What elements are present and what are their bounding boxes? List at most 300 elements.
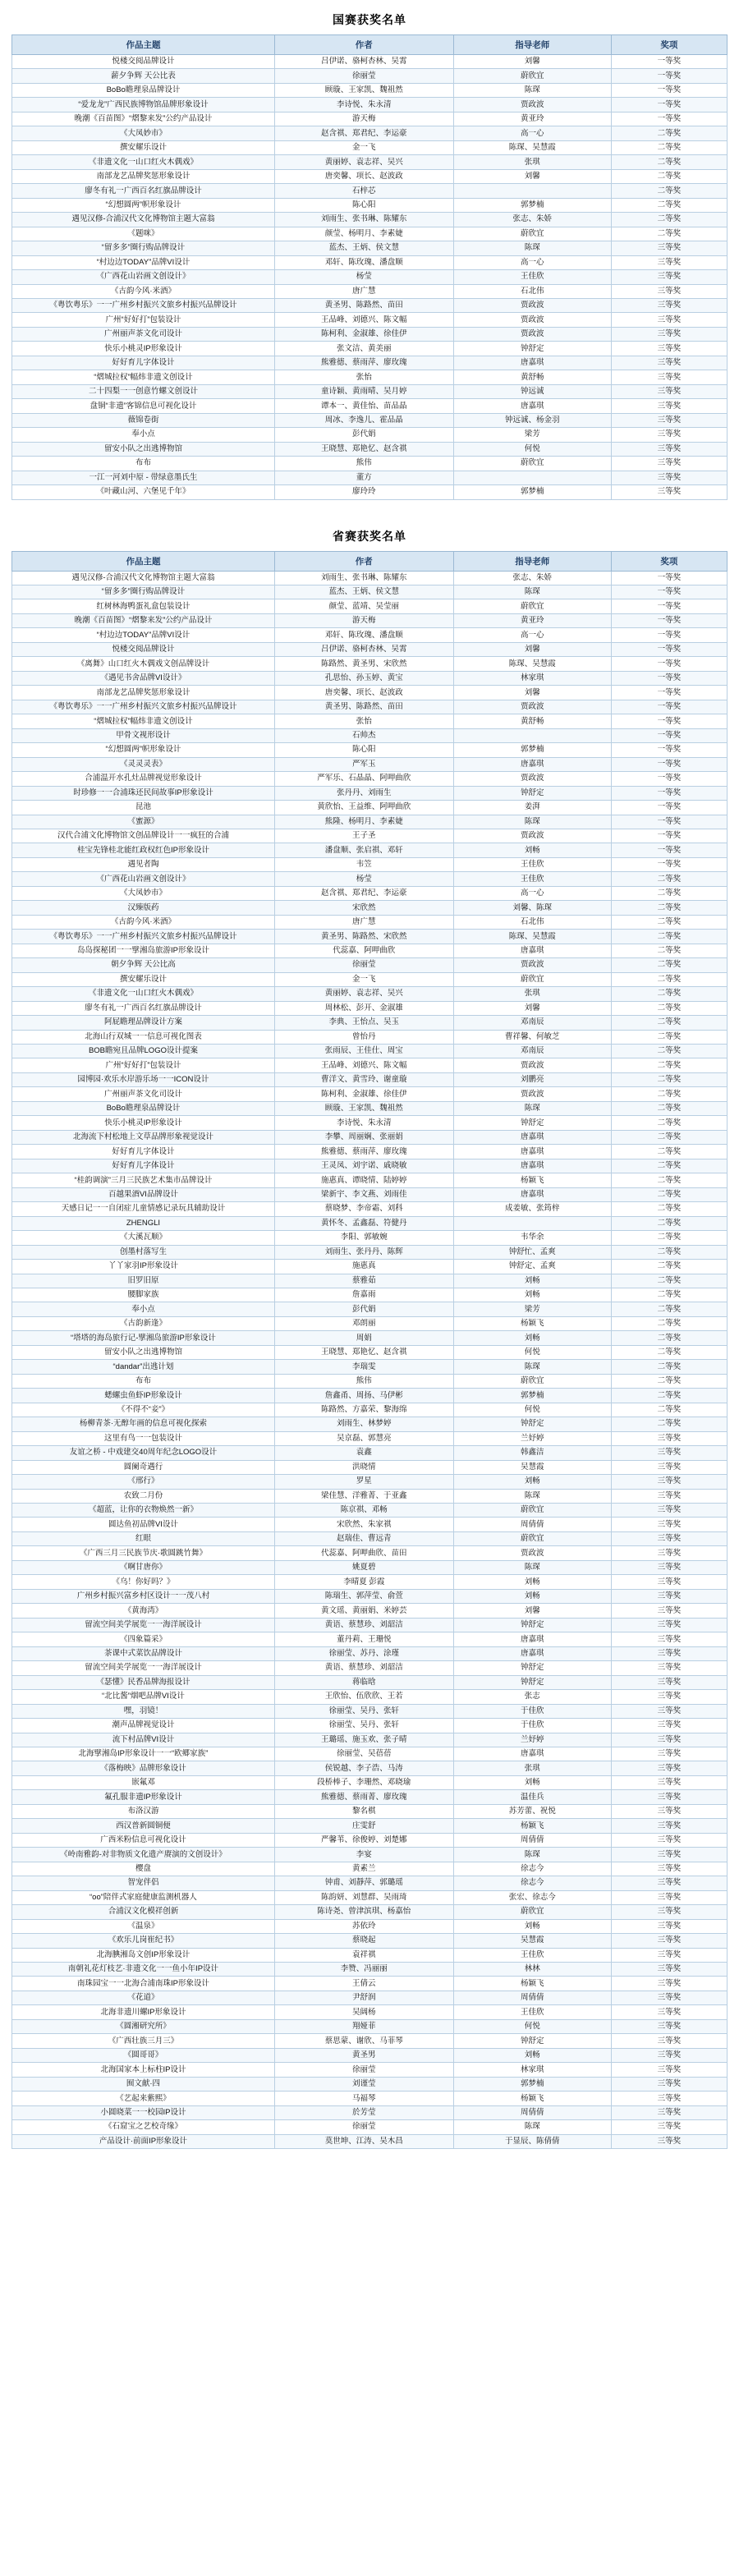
cell-teacher: 郭梦楠 (453, 1389, 611, 1403)
cell-award: 二等奖 (611, 1045, 727, 1058)
cell-teacher: 刘畅 (453, 843, 611, 857)
cell-title: 创墨村落写生 (12, 1245, 275, 1259)
cell-award: 二等奖 (611, 155, 727, 169)
cell-award: 一等奖 (611, 843, 727, 857)
cell-award: 二等奖 (611, 930, 727, 944)
provincial-award-section (0, 517, 739, 2158)
cell-title: 好好育儿字体设计 (12, 1159, 275, 1173)
cell-title: 布洛汉游 (12, 1804, 275, 1818)
table-row (12, 1646, 728, 1660)
cell-teacher: 刘馨 (453, 686, 611, 700)
cell-title: 《超蓝，让你的衣物焕然一新》 (12, 1504, 275, 1518)
column-header-teacher: 指导老师 (453, 551, 611, 571)
cell-teacher: 蔚欣宜 (453, 1374, 611, 1388)
cell-author: 袁祥祺 (274, 1948, 453, 1962)
table-row (12, 471, 728, 484)
table-row (12, 1489, 728, 1503)
cell-award: 三等奖 (611, 1489, 727, 1503)
cell-teacher: 刘畅 (453, 1288, 611, 1302)
cell-title: 桂宝先锋桂北能红政权红色IP形象设计 (12, 843, 275, 857)
table-row (12, 457, 728, 471)
cell-teacher: 杨颖飞 (453, 2092, 611, 2105)
cell-title: 《大凤妙市》 (12, 126, 275, 140)
cell-teacher: 刘馨 (453, 55, 611, 69)
cell-title: 《非遗文化一山口红火木偶戏》 (12, 155, 275, 169)
cell-award: 三等奖 (611, 1589, 727, 1603)
cell-teacher: 韩鑫洁 (453, 1446, 611, 1460)
cell-award: 二等奖 (611, 1101, 727, 1115)
cell-title: 这里有鸟一一包装设计 (12, 1431, 275, 1445)
table-row (12, 628, 728, 642)
table-row (12, 1819, 728, 1833)
cell-title: “熠城拉权”幅炜非遗文创设计 (12, 714, 275, 728)
cell-author: 赵含祺、郑君纪、李运豪 (274, 126, 453, 140)
cell-teacher: 贾政波 (453, 700, 611, 714)
cell-award: 三等奖 (611, 270, 727, 284)
cell-author: 洪晓情 (274, 1460, 453, 1474)
cell-award: 三等奖 (611, 1977, 727, 1991)
cell-title: 圆达鱼初品牌VI设计 (12, 1518, 275, 1531)
cell-teacher: 蔚欣宜 (453, 69, 611, 83)
cell-award: 二等奖 (611, 1403, 727, 1417)
cell-title: 《艺起来紫熙》 (12, 2092, 275, 2105)
cell-teacher: 唐嘉琪 (453, 1187, 611, 1201)
cell-title: 盘铜“非遗”客锦信息可视化设计 (12, 399, 275, 413)
cell-award: 三等奖 (611, 442, 727, 456)
cell-author: 黄丽婷、袁志祥、吴兴 (274, 987, 453, 1001)
cell-award: 三等奖 (611, 1890, 727, 1904)
cell-award: 二等奖 (611, 1058, 727, 1072)
table-row (12, 1187, 728, 1201)
cell-award: 三等奖 (611, 313, 727, 327)
table-row (12, 342, 728, 356)
table-row (12, 126, 728, 140)
cell-title: 廖冬有礼一广西百名红旗品牌设计 (12, 1001, 275, 1015)
cell-title: 《瑟懂》民香品牌海报设计 (12, 1675, 275, 1689)
table-row (12, 69, 728, 83)
cell-award: 三等奖 (611, 471, 727, 484)
table-row (12, 1460, 728, 1474)
cell-author: 蒋临晗 (274, 1675, 453, 1689)
cell-teacher: 周倩倩 (453, 1991, 611, 2004)
cell-author: 黄圣男 (274, 2048, 453, 2062)
cell-author: 詹嘉雨 (274, 1288, 453, 1302)
cell-teacher: 邓南辰 (453, 1016, 611, 1030)
table-row (12, 1733, 728, 1747)
cell-teacher: 兰妤婷 (453, 1431, 611, 1445)
cell-title: 西汉普新圆铜便 (12, 1819, 275, 1833)
cell-award: 三等奖 (611, 1661, 727, 1675)
cell-award: 三等奖 (611, 1431, 727, 1445)
cell-title: 樱盘 (12, 1862, 275, 1876)
cell-teacher: 何悦 (453, 442, 611, 456)
cell-title: 薪夕争辉 天公比表 (12, 69, 275, 83)
cell-award: 三等奖 (611, 1991, 727, 2004)
cell-title: 《温泉》 (12, 1919, 275, 1933)
cell-author: 王子圣 (274, 829, 453, 843)
cell-author: 石梓芯 (274, 184, 453, 198)
table-row (12, 801, 728, 815)
cell-title: “留多多”圈行购品牌设计 (12, 585, 275, 599)
cell-author: 尹舒润 (274, 1991, 453, 2004)
cell-award: 二等奖 (611, 1374, 727, 1388)
cell-author: 钟甫、刘靜萍、郭璐瑶 (274, 1876, 453, 1890)
table-row (12, 1876, 728, 1890)
cell-author: 李典、王怡点、吴玉 (274, 1016, 453, 1030)
cell-award: 三等奖 (611, 1934, 727, 1948)
table-row (12, 757, 728, 771)
cell-author: 陈诗尧、曾津滨琪、杨嘉怡 (274, 1905, 453, 1919)
cell-author: 翔娅菲 (274, 2019, 453, 2033)
cell-title: 时珍修一一合浦珠还民间故事IP形象设计 (12, 786, 275, 800)
cell-title: 《啊甘唐你》 (12, 1560, 275, 1574)
cell-author: 王灵凤、刘宇诺、戚晓敏 (274, 1159, 453, 1173)
cell-award: 三等奖 (611, 1876, 727, 1890)
cell-author: 顾璇、王家凯、魏祖然 (274, 1101, 453, 1115)
cell-teacher: 蔚欣宜 (453, 972, 611, 986)
cell-award: 二等奖 (611, 1302, 727, 1316)
cell-author: 徐丽莹 (274, 2120, 453, 2134)
column-header-author: 作者 (274, 35, 453, 55)
cell-award: 三等奖 (611, 327, 727, 341)
cell-author: 赵瑞佳、曹远青 (274, 1531, 453, 1545)
cell-title: 汉代合浦文化博物馆文创品牌设计一一疯狂的合浦 (12, 829, 275, 843)
cell-author: 袁鑫 (274, 1446, 453, 1460)
cell-award: 一等奖 (611, 585, 727, 599)
cell-title: 北海擘湘岛IP形象设计一一“欧郷家族” (12, 1747, 275, 1761)
cell-award: 三等奖 (611, 1747, 727, 1761)
cell-award: 三等奖 (611, 1632, 727, 1646)
cell-award: 三等奖 (611, 370, 727, 384)
cell-title: 快乐小桃灵IP形象设计 (12, 1116, 275, 1130)
cell-author: 蔡思蒙、谢欣、马菲琴 (274, 2034, 453, 2048)
cell-award: 三等奖 (611, 1446, 727, 1460)
cell-title: 《古韵今风·米酒》 (12, 284, 275, 298)
cell-teacher: 陈琛、吴慧霞 (453, 657, 611, 671)
cell-award: 二等奖 (611, 1116, 727, 1130)
table-row (12, 1431, 728, 1445)
table-row (12, 413, 728, 427)
cell-title: 《题咪》 (12, 227, 275, 241)
cell-award: 三等奖 (611, 1546, 727, 1560)
cell-title: “村边边TODAY”品牌VI设计 (12, 628, 275, 642)
table-row (12, 198, 728, 212)
table-row (12, 1862, 728, 1876)
table-row (12, 1030, 728, 1044)
cell-author: 杨莹 (274, 872, 453, 886)
cell-author: 刘雨生、张书琳、陈耀东 (274, 213, 453, 227)
cell-award: 三等奖 (611, 1905, 727, 1919)
cell-award: 三等奖 (611, 1675, 727, 1689)
table-row (12, 1531, 728, 1545)
cell-teacher: 陈琛 (453, 815, 611, 829)
cell-teacher: 刘馨 (453, 1604, 611, 1618)
cell-award: 三等奖 (611, 255, 727, 269)
cell-teacher: 周倩倩 (453, 1518, 611, 1531)
cell-title: 北海非遗川螺IP形象设计 (12, 2005, 275, 2019)
cell-title: 遇见汉修-合浦汉代文化博物馆主题大富翁 (12, 213, 275, 227)
cell-teacher: 陈琛 (453, 241, 611, 255)
cell-title: 广西米粉信息可视化设计 (12, 1833, 275, 1847)
cell-title: 《岭南雅韵-对非物质文化遗产赓演的文创设计》 (12, 1848, 275, 1862)
table-row (12, 1632, 728, 1646)
cell-author: 石帅杰 (274, 728, 453, 742)
table-row (12, 140, 728, 154)
cell-author: 李赞、冯丽丽 (274, 1963, 453, 1977)
cell-teacher: 贾政波 (453, 829, 611, 843)
cell-author: 游天梅 (274, 613, 453, 627)
cell-teacher: 钟舒定 (453, 1618, 611, 1632)
cell-award: 三等奖 (611, 356, 727, 370)
cell-teacher: 唐嘉琪 (453, 757, 611, 771)
cell-award: 三等奖 (611, 1862, 727, 1876)
cell-author: 李诗悦、朱永清 (274, 98, 453, 112)
cell-teacher: 张琪 (453, 1761, 611, 1775)
cell-title: 《四象篇采》 (12, 1632, 275, 1646)
cell-title: 汉臻版药 (12, 901, 275, 915)
table-row (12, 2048, 728, 2062)
table-row (12, 1374, 728, 1388)
cell-award: 二等奖 (611, 1260, 727, 1274)
cell-author: 张丹丹、刘雨生 (274, 786, 453, 800)
cell-award: 一等奖 (611, 55, 727, 69)
table-row (12, 728, 728, 742)
table-row (12, 714, 728, 728)
cell-award: 一等奖 (611, 714, 727, 728)
table-row (12, 1403, 728, 1417)
cell-teacher: 唐嘉琪 (453, 399, 611, 413)
table-row (12, 1016, 728, 1030)
cell-teacher: 梁芳 (453, 428, 611, 442)
cell-author: 陈路然、黄圣男、宋欣然 (274, 657, 453, 671)
cell-award: 二等奖 (611, 227, 727, 241)
cell-award: 一等奖 (611, 686, 727, 700)
cell-title: 《叶藏山河、六堡见千年》 (12, 485, 275, 499)
cell-title: 小圆晓菜一一校园IP设计 (12, 2105, 275, 2119)
cell-author: 廖玲玲 (274, 485, 453, 499)
table-row (12, 1719, 728, 1733)
cell-title: 广州“好好打”包装设计 (12, 313, 275, 327)
cell-title: 茶课中式菜饮品牌设计 (12, 1646, 275, 1660)
table-row (12, 428, 728, 442)
cell-teacher: 蔚欣宜 (453, 457, 611, 471)
cell-teacher: 唐嘉琪 (453, 1646, 611, 1660)
table-row (12, 1848, 728, 1862)
cell-teacher: 于佳欣 (453, 1704, 611, 1718)
cell-teacher: 邓南辰 (453, 1045, 611, 1058)
table-row (12, 184, 728, 198)
table-row (12, 829, 728, 843)
cell-teacher: 贾政波 (453, 1058, 611, 1072)
cell-award: 二等奖 (611, 1389, 727, 1403)
cell-teacher: 高一心 (453, 126, 611, 140)
cell-title: 甲骨文视形设计 (12, 728, 275, 742)
cell-teacher: 陈琛 (453, 1848, 611, 1862)
cell-author: 姚夏碧 (274, 1560, 453, 1574)
cell-title: 蟋螺虫鱼虾IP形象设计 (12, 1389, 275, 1403)
cell-title: 《古韵新逢》 (12, 1316, 275, 1330)
cell-title: “oo”陪伴式家庭健康监测机器人 (12, 1890, 275, 1904)
table-row (12, 442, 728, 456)
cell-teacher: 郭梦楠 (453, 485, 611, 499)
cell-teacher: 唐嘉琪 (453, 1747, 611, 1761)
table-row (12, 1245, 728, 1259)
cell-award: 三等奖 (611, 1460, 727, 1474)
cell-teacher: 杨颖飞 (453, 1173, 611, 1187)
section-title-national: 国赛获奖名单 (333, 13, 406, 26)
cell-award: 一等奖 (611, 98, 727, 112)
cell-teacher: 陈琛、吴慧霞 (453, 140, 611, 154)
cell-title: 布布 (12, 1374, 275, 1388)
cell-award: 三等奖 (611, 2120, 727, 2134)
column-header-title: 作品主题 (12, 35, 275, 55)
cell-title: 嘿，羽镜！ (12, 1704, 275, 1718)
cell-award: 二等奖 (611, 972, 727, 986)
cell-award: 二等奖 (611, 1072, 727, 1086)
cell-award: 一等奖 (611, 728, 727, 742)
cell-author: 游天梅 (274, 112, 453, 126)
table-row (12, 1704, 728, 1718)
cell-title: 广州丽声茶文化司设计 (12, 1087, 275, 1101)
cell-author: 庄雯舒 (274, 1819, 453, 1833)
cell-author: 刘谨莹 (274, 2077, 453, 2091)
table-row (12, 1675, 728, 1689)
cell-award: 一等奖 (611, 829, 727, 843)
cell-teacher: 王佳欣 (453, 2005, 611, 2019)
cell-award: 三等奖 (611, 298, 727, 312)
cell-author: 徐丽莹 (274, 69, 453, 83)
cell-title: 北海国家本上标柱IP设计 (12, 2063, 275, 2077)
cell-title: 南珠园宝一一北海合浦南珠IP形象设计 (12, 1977, 275, 1991)
cell-award: 二等奖 (611, 958, 727, 972)
table-row (12, 370, 728, 384)
cell-title: 天感日记一一自闭症儿童情感记录玩具辅助设计 (12, 1202, 275, 1216)
table-row (12, 2019, 728, 2033)
cell-author: 熊隆、杨明月、李素婕 (274, 815, 453, 829)
cell-award: 三等奖 (611, 1804, 727, 1818)
cell-teacher: 林家琪 (453, 2063, 611, 2077)
cell-award: 一等奖 (611, 628, 727, 642)
cell-award: 二等奖 (611, 184, 727, 198)
cell-author: 徐丽莹 (274, 958, 453, 972)
cell-title: 悦楼交阅品牌设计 (12, 642, 275, 656)
cell-author: 王璐瑶、施玉欢、张子晴 (274, 1733, 453, 1747)
table-row (12, 112, 728, 126)
cell-teacher: 钟远诚、杨金羽 (453, 413, 611, 427)
cell-award: 三等奖 (611, 1761, 727, 1775)
cell-author: 宋欣然、朱家祺 (274, 1518, 453, 1531)
cell-title: 晚潮《百苗图》“熠黎来发”公约产品设计 (12, 613, 275, 627)
cell-teacher: 唐嘉琪 (453, 944, 611, 957)
cell-teacher: 周倩倩 (453, 1833, 611, 1847)
cell-author: 颜莹、蓝靖、吴莹丽 (274, 599, 453, 613)
table-row (12, 485, 728, 499)
cell-teacher: 张志、朱娇 (453, 213, 611, 227)
cell-author: 王倩云 (274, 1977, 453, 1991)
table-row (12, 1058, 728, 1072)
table-row (12, 2105, 728, 2119)
cell-title: 廖冬有礼一广西百名红旗品牌设计 (12, 184, 275, 198)
cell-teacher: 贾政波 (453, 313, 611, 327)
cell-title: 《粤饮粤乐》一一广州乡村振兴文旅乡村振兴品牌设计 (12, 700, 275, 714)
cell-award: 一等奖 (611, 801, 727, 815)
cell-author: 马福琴 (274, 2092, 453, 2105)
cell-teacher: 陈琛 (453, 1560, 611, 1574)
cell-title: 广州乡村振兴富乡村区设计一一茂八村 (12, 1589, 275, 1603)
cell-author: 曹洋文、黄雪玲、谢童璇 (274, 1072, 453, 1086)
cell-award: 三等奖 (611, 2063, 727, 2077)
cell-author: 张雨辰、王佳仕、周宝 (274, 1045, 453, 1058)
table-row (12, 1260, 728, 1274)
cell-award: 三等奖 (611, 2092, 727, 2105)
cell-title: 合浦温开水孔灶品牌视觉形象设计 (12, 772, 275, 786)
table-row (12, 1316, 728, 1330)
table-row (12, 155, 728, 169)
cell-author: 陈心阳 (274, 198, 453, 212)
cell-award: 三等奖 (611, 1819, 727, 1833)
cell-title: 《非遗文化一山口红火木偶戏》 (12, 987, 275, 1001)
cell-author: 邓轩、陈玫瑰、潘盘顺 (274, 628, 453, 642)
cell-author: 於芳莹 (274, 2105, 453, 2119)
cell-author: 顾璇、王家凯、魏祖然 (274, 83, 453, 97)
cell-author: 黄文瑶、黄丽娟、米婷芸 (274, 1604, 453, 1618)
cell-award: 二等奖 (611, 1274, 727, 1288)
cell-title: 《黄海湾》 (12, 1604, 275, 1618)
table-row (12, 1504, 728, 1518)
table-body (12, 571, 728, 2149)
table-row (12, 241, 728, 255)
cell-teacher: 王佳欣 (453, 270, 611, 284)
cell-title: 悦楼交阅品牌设计 (12, 55, 275, 69)
table-body (12, 55, 728, 500)
cell-title: 《落梅映》品牌形象设计 (12, 1761, 275, 1775)
table-row (12, 2120, 728, 2134)
table-row (12, 2063, 728, 2077)
table-row (12, 857, 728, 871)
cell-title: 红眼 (12, 1531, 275, 1545)
cell-title: 《邢行》 (12, 1475, 275, 1489)
cell-author: 李瑞雯 (274, 1360, 453, 1374)
cell-teacher: 唐嘉琪 (453, 356, 611, 370)
cell-author: 颜莹、杨明月、李素婕 (274, 227, 453, 241)
cell-author: 周冰、李逸儿、霍品晶 (274, 413, 453, 427)
cell-title: 红树林海鸭蛋礼盒包装设计 (12, 599, 275, 613)
cell-teacher: 陈琛 (453, 585, 611, 599)
cell-author: 徐丽莹、吴蓓蓓 (274, 1747, 453, 1761)
cell-title: “村边边TODAY”品牌VI设计 (12, 255, 275, 269)
cell-title: “幻想圆两”帜形象设计 (12, 743, 275, 757)
cell-title: 合浦汉文化模祥创新 (12, 1905, 275, 1919)
cell-award: 二等奖 (611, 1001, 727, 1015)
cell-award: 一等奖 (611, 571, 727, 585)
table-row (12, 1001, 728, 1015)
cell-author: 张怡 (274, 370, 453, 384)
table-row (12, 886, 728, 900)
cell-author: 杨莹 (274, 270, 453, 284)
cell-award: 二等奖 (611, 872, 727, 886)
national-award-table (11, 34, 728, 500)
cell-title: 《灵灵灵表》 (12, 757, 275, 771)
cell-teacher: 周倩倩 (453, 2105, 611, 2119)
cell-teacher: 刘馨 (453, 642, 611, 656)
table-row (12, 1890, 728, 1904)
table-row (12, 213, 728, 227)
cell-award: 二等奖 (611, 944, 727, 957)
cell-teacher: 刘畅 (453, 2048, 611, 2062)
cell-award: 三等奖 (611, 241, 727, 255)
table-row (12, 1775, 728, 1789)
cell-award: 二等奖 (611, 1216, 727, 1230)
